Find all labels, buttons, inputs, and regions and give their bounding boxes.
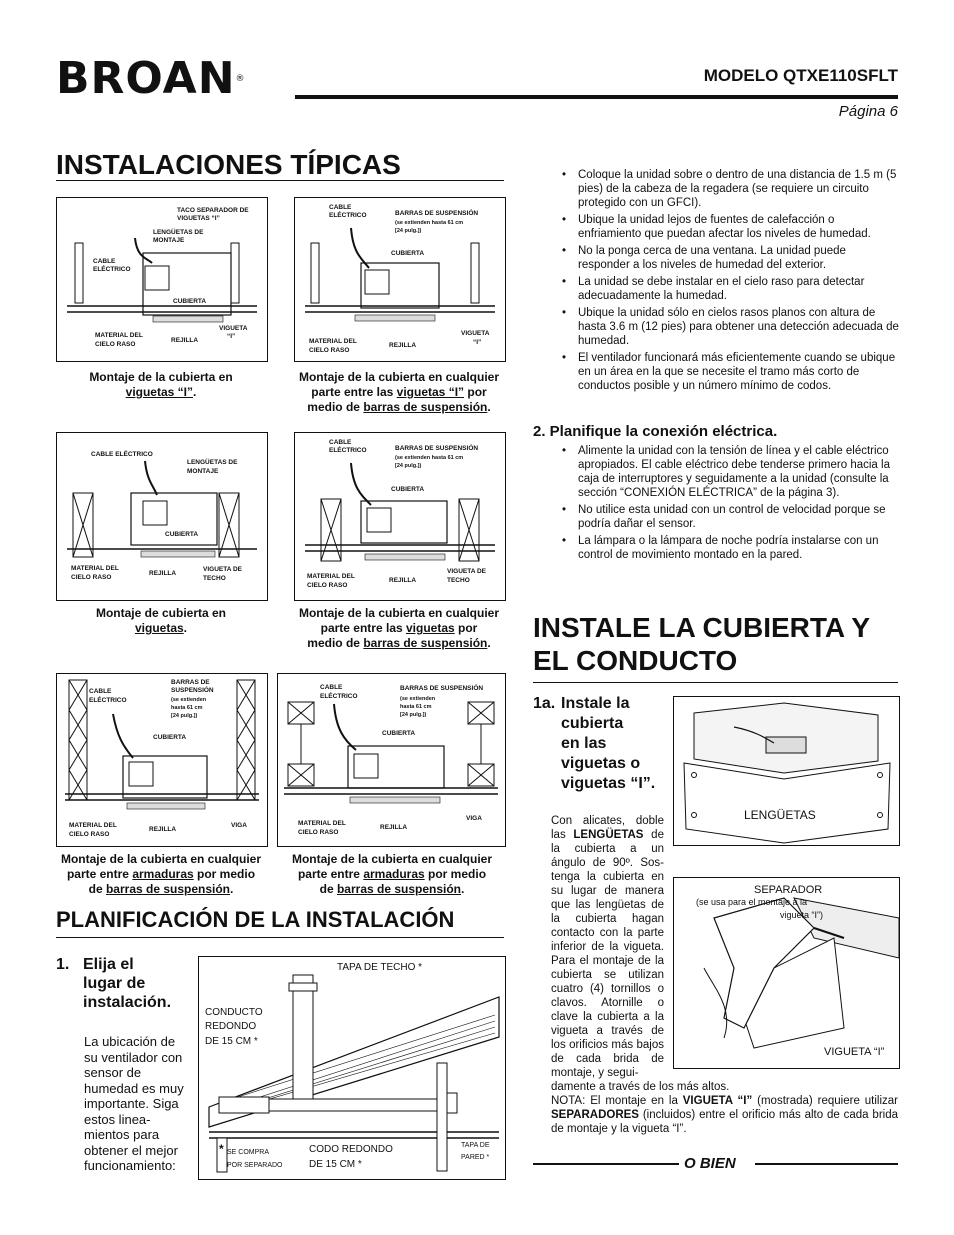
label-tapa-techo: TAPA DE TECHO * — [337, 962, 423, 973]
list-item: • La unidad se debe instalar en el cielo raso para detectar adecuadamente la humedad. — [560, 275, 900, 303]
list-item: • No la ponga cerca de una ventana. La unidad puede responder a los niveles de humedad del exterior. — [560, 244, 900, 272]
label-se-compra-2: POR SEPARADO — [227, 1162, 283, 1169]
diagram-truss-bars-2 — [277, 673, 506, 847]
label-cubierta: CUBIERTA — [391, 250, 425, 257]
label-cable: CABLE — [329, 439, 352, 446]
label-viga: VIGA — [231, 822, 247, 829]
header-rule — [295, 95, 898, 99]
label-barras-3: [24 pulg.]) — [395, 463, 422, 469]
label-se-compra: SE COMPRA — [227, 1149, 270, 1156]
label-material-2: CIELO RASO — [307, 582, 348, 589]
caption-diagram-1: Montaje de la cubierta en viguetas “I”. — [89, 370, 233, 399]
label-tapa-pared-2: PARED * — [461, 1154, 490, 1161]
step-1-heading: 1. Elija el lugar de instalación. — [56, 956, 172, 1011]
label-rejilla: REJILLA — [149, 826, 177, 833]
step-1a-body: Con alicates, doble las LENGÜETAS de la cubierta a un ángulo de 90º. Sos-tenga la cubierta en su lugar de manera que las lengüetas de la cubierta hagan contacto con la parte inferior de la vigueta. Para el montaje de la cubierta se utilizan cuatro (4) tornillos o clavos. Atornille o clave la cubierta a la vigueta a través de los orificios más bajos de cada brida de montaje, y segui- — [551, 815, 664, 1079]
diagram-joist-i-bars — [294, 197, 506, 362]
label-barras-2: (se extienden hasta 61 cm — [395, 455, 464, 461]
list-item: • Ubique la unidad lejos de fuentes de calefacción o enfriamiento que puedan afectar los niveles de humedad. — [560, 213, 900, 241]
diagram-joist-i-mount — [56, 197, 268, 362]
caption-diagram-3: Montaje de cubierta en viguetas. — [95, 606, 227, 635]
label-vigueta-i: VIGUETA “I” — [824, 1046, 885, 1058]
label-lenguetas-2: MONTAJE — [187, 468, 219, 475]
label-viga: VIGA — [466, 815, 482, 822]
diagram-truss-bars — [56, 673, 268, 847]
label-taco: TACO SEPARADOR DE — [177, 207, 249, 214]
label-rejilla: REJILLA — [149, 570, 177, 577]
label-conducto-3: DE 15 CM * — [205, 1036, 258, 1047]
label-cubierta: CUBIERTA — [382, 730, 416, 737]
label-barras-2: (se extienden — [171, 697, 207, 703]
label-cubierta: CUBIERTA — [153, 734, 187, 741]
label-material-2: CIELO RASO — [69, 831, 110, 838]
list-item: • La lámpara o la lámpara de noche podría instalarse con un control de movimiento montado en la pared. — [560, 534, 900, 562]
label-lenguetas-2: MONTAJE — [153, 237, 185, 244]
label-rejilla: REJILLA — [389, 577, 417, 584]
label-cubierta: CUBIERTA — [165, 531, 199, 538]
label-barras-1: SUSPENSIÓN — [171, 687, 214, 694]
section-rule — [533, 682, 898, 683]
label-codo-2: DE 15 CM * — [309, 1159, 362, 1170]
label-asterisk: * — [219, 1142, 224, 1156]
diagram-joist-mount — [56, 432, 268, 601]
label-barras-3: [24 pulg.]) — [171, 713, 198, 719]
label-material-2: CIELO RASO — [95, 341, 136, 348]
label-material-2: CIELO RASO — [309, 347, 350, 354]
label-separador-2: (se usa para el montaje a la — [696, 897, 808, 907]
label-lenguetas: LENGÜETAS DE — [153, 229, 204, 236]
label-barras: BARRAS DE — [171, 679, 210, 686]
divider-right — [755, 1163, 898, 1165]
label-vigueta-2: “I” — [227, 333, 236, 340]
label-conducto: CONDUCTO — [205, 1007, 263, 1018]
label-rejilla: REJILLA — [389, 342, 417, 349]
label-material: MATERIAL DEL — [95, 332, 143, 339]
section-title-planning: PLANIFICACIÓN DE LA INSTALACIÓN — [56, 907, 455, 932]
label-cable: CABLE — [329, 204, 352, 211]
label-vigueta: VIGUETA — [219, 325, 248, 332]
diagram-joist-bars — [294, 432, 506, 601]
step-1a-body-cont: damente a través de los más altos. NOTA: El montaje en la VIGUETA “I” (mostrada) requiere utilizar SEPARADORES (incluidos) entre el orificio más alto de cada brida de montaje y la vigueta “I”. — [551, 1081, 898, 1135]
label-cable-2: ELÉCTRICO — [329, 212, 367, 219]
label-cable: CABLE — [93, 258, 116, 265]
label-barras-2b: hasta 61 cm — [400, 704, 432, 710]
step-1a-heading: 1a. Instale la cubierta en las viguetas o viguetas “I”. — [533, 695, 656, 792]
caption-diagram-4: Montaje de la cubierta en cualquier parte entre las viguetas por medio de barras de suspensión. — [298, 606, 500, 650]
label-material: MATERIAL DEL — [69, 822, 117, 829]
section-rule — [56, 937, 504, 938]
list-item: • Alimente la unidad con la tensión de línea y el cable eléctrico apropiados. El cable eléctrico debe tenderse primero hacia la caja de interruptores y seguidamente a la unidad (consulte la sección “CONEXIÓN ELÉCTRICA” de la página 3). — [560, 444, 900, 500]
section-title-typical: INSTALACIONES TÍPICAS — [56, 149, 401, 180]
page-number: Página 6 — [838, 103, 898, 120]
electrical-guidelines — [560, 444, 900, 565]
list-item: • Ubique la unidad sólo en cielos rasos planos con altura de hasta 3.6 m (12 pies) para obtener una detección adecuada de humedad. — [560, 306, 900, 348]
label-cable: CABLE ELÉCTRICO — [91, 451, 153, 458]
label-conducto-2: REDONDO — [205, 1021, 257, 1032]
label-material: MATERIAL DEL — [71, 565, 119, 572]
label-vigueta: VIGUETA DE — [447, 568, 487, 575]
diagram-drawing — [674, 697, 899, 845]
label-lenguetas: LENGÜETAS DE — [187, 459, 238, 466]
label-barras: BARRAS DE SUSPENSIÓN — [400, 685, 484, 692]
label-separador: SEPARADOR — [754, 884, 823, 896]
label-lenguetas: LENGÜETAS — [744, 808, 816, 822]
label-vigueta: VIGUETA — [461, 330, 490, 337]
label-material: MATERIAL DEL — [309, 338, 357, 345]
label-rejilla: REJILLA — [380, 824, 408, 831]
label-vigueta-2: TECHO — [447, 577, 470, 584]
diagram-drawing — [57, 198, 267, 361]
list-item: • No utilice esta unidad con un control de velocidad porque se podría dañar el sensor. — [560, 503, 900, 531]
label-cable: CABLE — [89, 688, 112, 695]
list-item: • Coloque la unidad sobre o dentro de una distancia de 1.5 m (5 pies) de la cabeza de la regadera (se requiere un circuito protegido con un GFCI). — [560, 168, 900, 210]
label-material-2: CIELO RASO — [71, 574, 112, 581]
label-material: MATERIAL DEL — [298, 820, 346, 827]
label-cable-2: ELÉCTRICO — [89, 697, 127, 704]
caption-diagram-5: Montaje de la cubierta en cualquier parte entre armaduras por medio de barras de suspensión. — [60, 852, 262, 896]
label-tapa-pared: TAPA DE — [461, 1142, 490, 1149]
caption-diagram-2: Montaje de la cubierta en cualquier parte entre las viguetas “I” por medio de barras de suspensión. — [298, 370, 500, 414]
label-cable-2: ELÉCTRICO — [320, 693, 358, 700]
diagram-ducting — [198, 956, 506, 1180]
caption-diagram-6: Montaje de la cubierta en cualquier parte entre armaduras por medio de barras de suspensión. — [291, 852, 493, 896]
location-guidelines — [560, 168, 900, 396]
label-barras: BARRAS DE SUSPENSIÓN — [395, 210, 479, 217]
section-title-install: INSTALE LA CUBIERTA Y EL CONDUCTO — [533, 612, 871, 676]
or-separator: O BIEN — [684, 1155, 736, 1172]
label-rejilla: REJILLA — [171, 337, 199, 344]
label-barras-3: [24 pulg.]) — [400, 712, 427, 718]
figure-housing-tabs — [673, 696, 900, 846]
label-barras: BARRAS DE SUSPENSIÓN — [395, 445, 479, 452]
brand-logo: BROAN® — [56, 53, 246, 104]
figure-drill-mount — [673, 877, 900, 1069]
list-item: • El ventilador funcionará más eficientemente cuando se ubique en un área en la que se necesite el tramo más corto de conductos posible y un número mínimo de codos. — [560, 351, 900, 393]
label-cable-2: ELÉCTRICO — [93, 266, 131, 273]
label-vigueta-2: TECHO — [203, 575, 226, 582]
step-1-body: La ubicación de su ventilador con sensor de humedad es muy importante. Siga estos linea-mientos para obtener el mejor funcionamiento: — [84, 1034, 184, 1173]
divider-left — [533, 1163, 679, 1165]
label-barras-3: [24 pulg.]) — [395, 228, 422, 234]
label-material: MATERIAL DEL — [307, 573, 355, 580]
label-cable-2: ELÉCTRICO — [329, 447, 367, 454]
model-label: MODELO QTXE110SFLT — [703, 66, 898, 85]
label-cable: CABLE — [320, 684, 343, 691]
label-taco-2: VIGUETAS “I” — [177, 215, 220, 222]
label-separador-3: vigueta “I”) — [780, 910, 824, 920]
label-cubierta: CUBIERTA — [391, 486, 425, 493]
label-cubierta: CUBIERTA — [173, 298, 207, 305]
label-vigueta: VIGUETA DE — [203, 566, 243, 573]
label-barras-2: (se extienden hasta 61 cm — [395, 220, 464, 226]
step-2-heading: 2. Planifique la conexión eléctrica. — [533, 423, 778, 440]
label-barras-2b: hasta 61 cm — [171, 705, 203, 711]
label-barras-2: (se extienden — [400, 696, 436, 702]
label-vigueta-2: “I” — [473, 339, 482, 346]
section-rule — [56, 180, 504, 181]
label-material-2: CIELO RASO — [298, 829, 339, 836]
label-codo: CODO REDONDO — [309, 1144, 393, 1155]
